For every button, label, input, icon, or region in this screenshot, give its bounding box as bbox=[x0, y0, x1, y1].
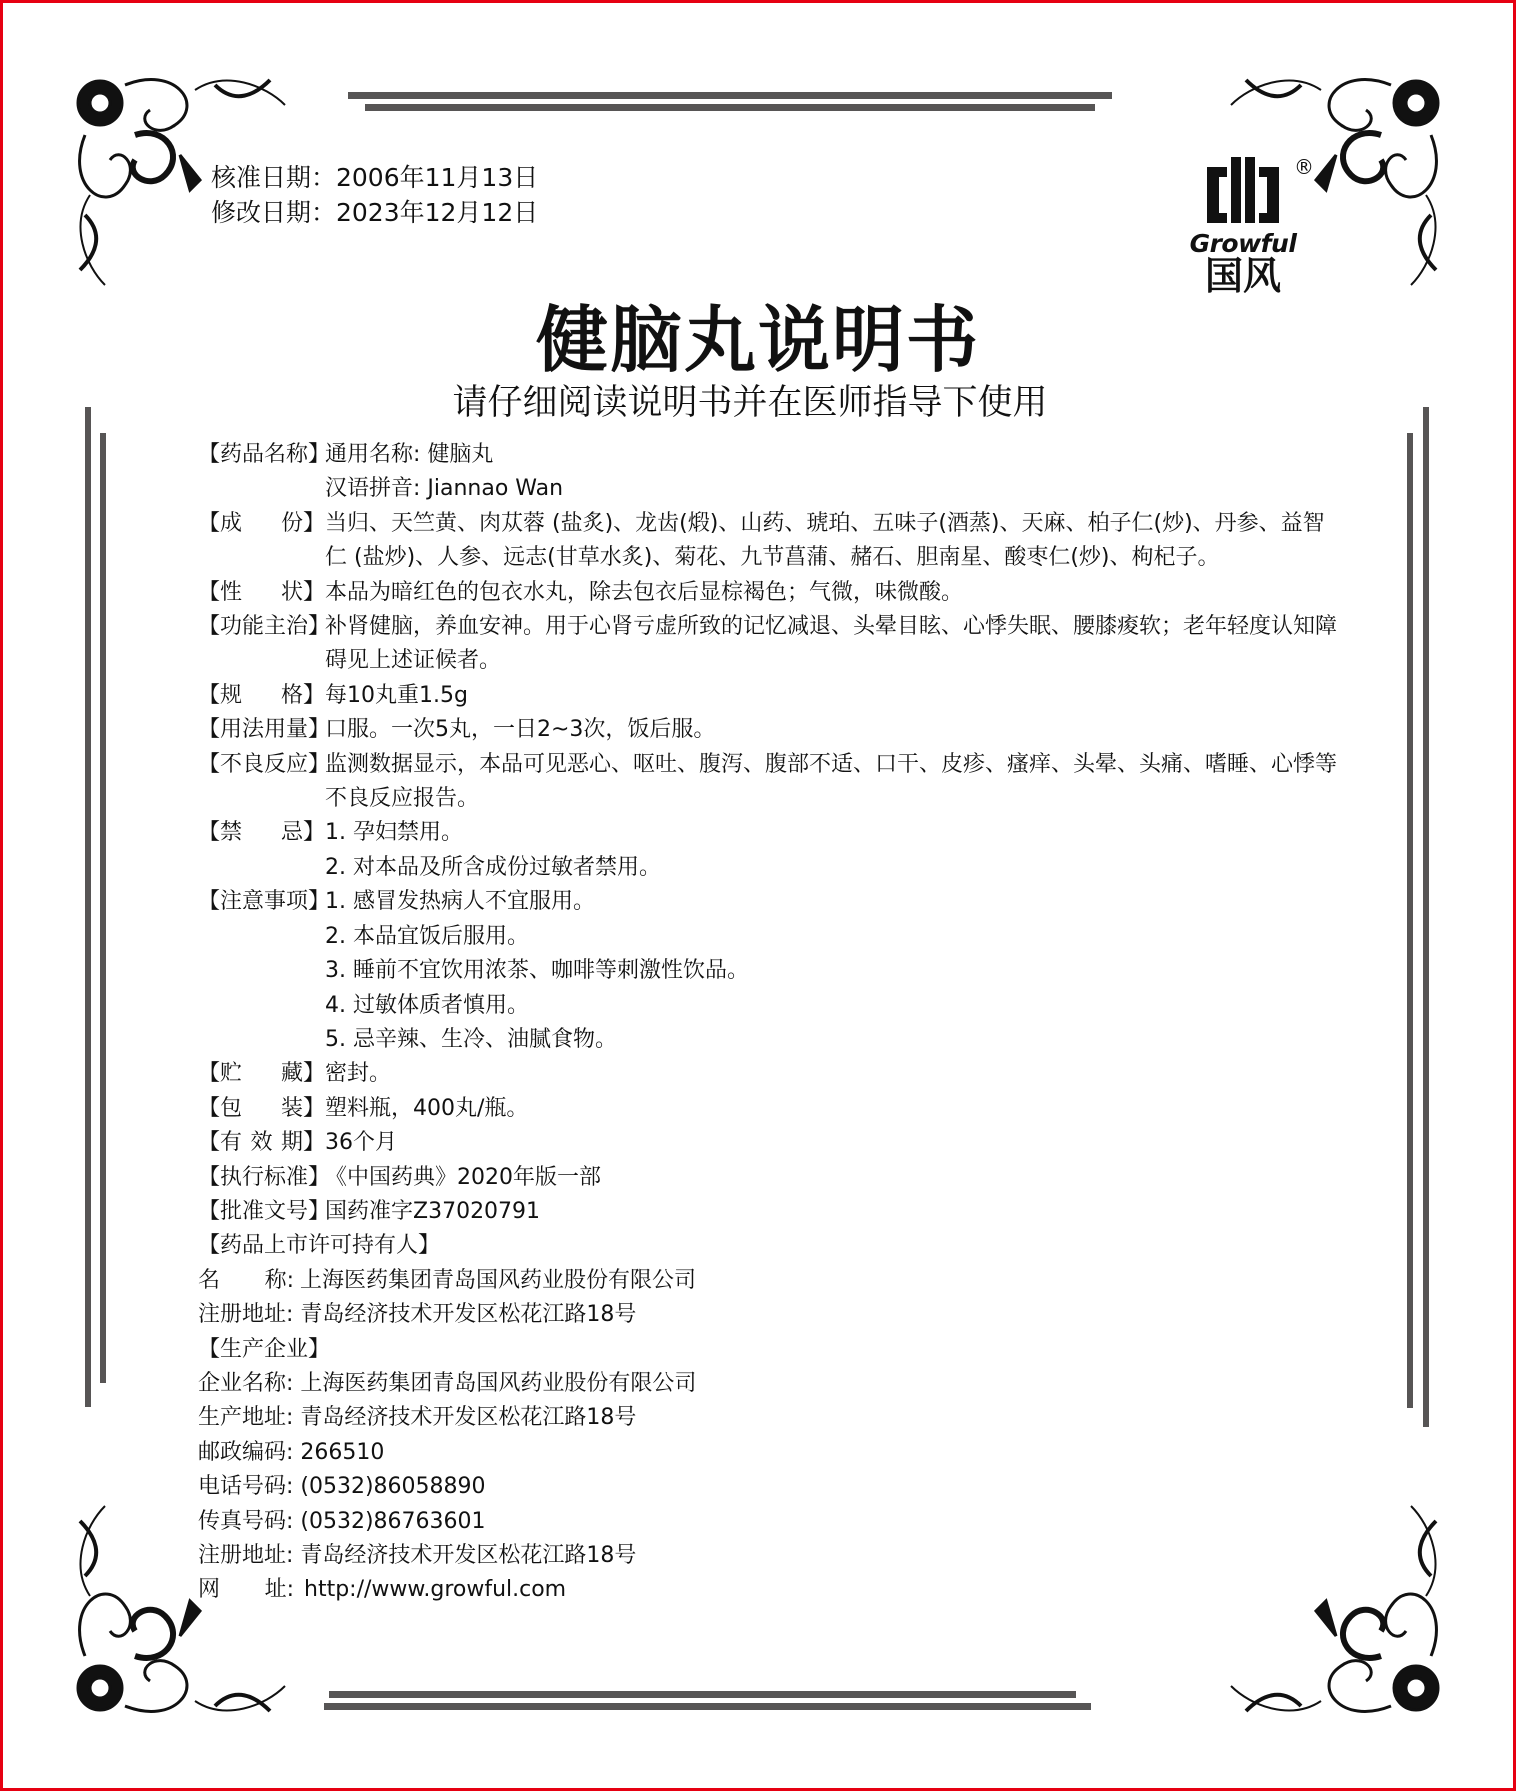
section-drug-name bbox=[198, 438, 1338, 472]
section-label: 【用法用量】 bbox=[198, 717, 331, 743]
section-label: 【药品名称】 bbox=[198, 442, 331, 467]
section-adverse-reactions bbox=[198, 748, 1338, 817]
manufacturer-postcode: 邮政编码: 266510 bbox=[198, 1439, 385, 1465]
precaution-item: 2. 本品宜饭后服用。 bbox=[325, 923, 529, 949]
section-label: 【性 状】 bbox=[198, 579, 325, 605]
manufacturer-fax: 传真号码: (0532)86763601 bbox=[198, 1508, 486, 1534]
section-indications bbox=[198, 610, 1338, 679]
standard-value: 《中国药典》2020年版一部 bbox=[325, 1164, 601, 1190]
manufacturer-reg-address: 注册地址: 青岛经济技术开发区松花江路18号 bbox=[198, 1543, 637, 1568]
package-value: 塑料瓶，400丸/瓶。 bbox=[325, 1095, 529, 1121]
manufacturer-website-row bbox=[198, 1573, 1338, 1607]
registered-mark: ® bbox=[1294, 155, 1314, 179]
mah-name-row bbox=[198, 1264, 1338, 1298]
storage-value: 密封。 bbox=[325, 1061, 392, 1087]
section-dosage bbox=[198, 713, 1338, 747]
section-label: 【批准文号】 bbox=[198, 1198, 331, 1224]
ingredients-value: 当归、天竺黄、肉苁蓉 (盐炙)、龙齿(煅)、山药、琥珀、五味子(酒蒸)、天麻、柏子仁(炒)、丹参、益智仁 (盐炒)、人参、远志(甘草水炙)、菊花、九节菖蒲、赭石、胆南星、酸枣仁(炒)、枸杞子。 bbox=[325, 510, 1325, 571]
pinyin-name: 汉语拼音: Jiannao Wan bbox=[325, 476, 564, 502]
left-border-bar-inner bbox=[100, 433, 106, 1383]
right-border-bar bbox=[1423, 407, 1429, 1427]
section-label: 【功能主治】 bbox=[198, 614, 331, 640]
section-drug-pinyin bbox=[198, 472, 1338, 506]
section-label: 【有 效 期】 bbox=[198, 1130, 325, 1156]
section-validity bbox=[198, 1126, 1338, 1160]
manufacturer-name: 企业名称: 上海医药集团青岛国风药业股份有限公司 bbox=[198, 1370, 697, 1396]
adverse-value: 监测数据显示，本品可见恶心、呕吐、腹泻、腹部不适、口干、皮疹、瘙痒、头晕、头痛、嗜睡、心悸等不良反应报告。 bbox=[325, 751, 1338, 812]
dates-block bbox=[211, 160, 538, 230]
bottom-border-bar bbox=[324, 1703, 1091, 1710]
section-ingredients bbox=[198, 507, 1338, 576]
precaution-row bbox=[198, 989, 1338, 1023]
right-border-bar-inner bbox=[1407, 433, 1413, 1408]
contraindication-row bbox=[198, 851, 1338, 885]
section-standard bbox=[198, 1161, 1338, 1195]
precaution-item: 4. 过敏体质者慎用。 bbox=[325, 992, 529, 1018]
top-border-bar bbox=[348, 92, 1112, 99]
section-label: 【执行标准】 bbox=[198, 1164, 331, 1190]
precaution-row bbox=[198, 1023, 1338, 1057]
approval-number-value: 国药准字Z37020791 bbox=[325, 1198, 541, 1224]
section-approval-number bbox=[198, 1195, 1338, 1229]
contraindication-item: 2. 对本品及所含成份过敏者禁用。 bbox=[325, 854, 661, 880]
section-label: 【包 装】 bbox=[198, 1095, 325, 1121]
precaution-item: 1. 感冒发热病人不宜服用。 bbox=[325, 889, 595, 915]
website-link[interactable]: http://www.growful.com bbox=[304, 1577, 567, 1603]
manufacturer-phone: 电话号码: (0532)86058890 bbox=[198, 1474, 486, 1500]
mah-address: 注册地址: 青岛经济技术开发区松花江路18号 bbox=[198, 1302, 637, 1328]
top-border-bar-inner bbox=[365, 104, 1095, 111]
section-precautions bbox=[198, 885, 1338, 919]
approval-date: 核准日期：2006年11月13日 bbox=[211, 163, 539, 192]
field-label: 网 址: bbox=[198, 1577, 294, 1603]
section-label: 【贮 藏】 bbox=[198, 1061, 325, 1087]
logo-chinese: 国风 bbox=[1204, 254, 1281, 298]
bottom-border-bar-inner bbox=[329, 1691, 1076, 1698]
precaution-row bbox=[198, 954, 1338, 988]
section-label: 【成 份】 bbox=[198, 510, 325, 536]
section-contraindications bbox=[198, 816, 1338, 850]
logo-english: Growful bbox=[1189, 229, 1297, 258]
section-label: 【注意事项】 bbox=[198, 889, 331, 915]
mah-header: 【药品上市许可持有人】 bbox=[198, 1233, 441, 1259]
field-label: 名 称: bbox=[198, 1267, 294, 1293]
contraindication-item: 1. 孕妇禁用。 bbox=[325, 820, 463, 846]
specification-value: 每10丸重1.5g bbox=[325, 682, 468, 708]
mah-name-value: 上海医药集团青岛国风药业股份有限公司 bbox=[300, 1267, 697, 1293]
manufacturer-header: 【生产企业】 bbox=[198, 1336, 331, 1362]
revision-date: 修改日期：2023年12月12日 bbox=[211, 198, 539, 227]
section-label: 【不良反应】 bbox=[198, 751, 331, 777]
section-label: 【禁 忌】 bbox=[198, 820, 325, 846]
precaution-item: 3. 睡前不宜饮用浓茶、咖啡等刺激性饮品。 bbox=[325, 958, 749, 984]
section-description bbox=[198, 576, 1338, 610]
page-subtitle: 请仔细阅读说明书并在医师指导下使用 bbox=[452, 383, 1048, 423]
manufacturer-address: 生产地址: 青岛经济技术开发区松花江路18号 bbox=[198, 1405, 637, 1431]
validity-value: 36个月 bbox=[325, 1130, 397, 1156]
precaution-item: 5. 忌辛辣、生冷、油腻食物。 bbox=[325, 1026, 617, 1052]
indications-value: 补肾健脑，养血安神。用于心肾亏虚所致的记忆减退、头晕目眩、心悸失眠、腰膝痠软；老年轻度认知障碍见上述证候者。 bbox=[325, 614, 1338, 674]
instructions-body bbox=[198, 438, 1338, 1608]
left-border-bar bbox=[85, 407, 91, 1407]
description-value: 本品为暗红色的包衣水丸，除去包衣后显棕褐色；气微，味微酸。 bbox=[325, 579, 964, 605]
section-storage bbox=[198, 1057, 1338, 1091]
generic-name: 通用名称: 健脑丸 bbox=[325, 442, 494, 467]
page-title: 健脑丸说明书 bbox=[535, 298, 980, 382]
section-specification bbox=[198, 679, 1338, 713]
precaution-row bbox=[198, 920, 1338, 954]
company-logo bbox=[1168, 155, 1318, 296]
dosage-value: 口服。一次5丸，一日2~3次，饭后服。 bbox=[325, 717, 716, 743]
section-label: 【规 格】 bbox=[198, 682, 325, 708]
growful-logo-icon bbox=[1193, 155, 1293, 225]
section-package bbox=[198, 1092, 1338, 1126]
